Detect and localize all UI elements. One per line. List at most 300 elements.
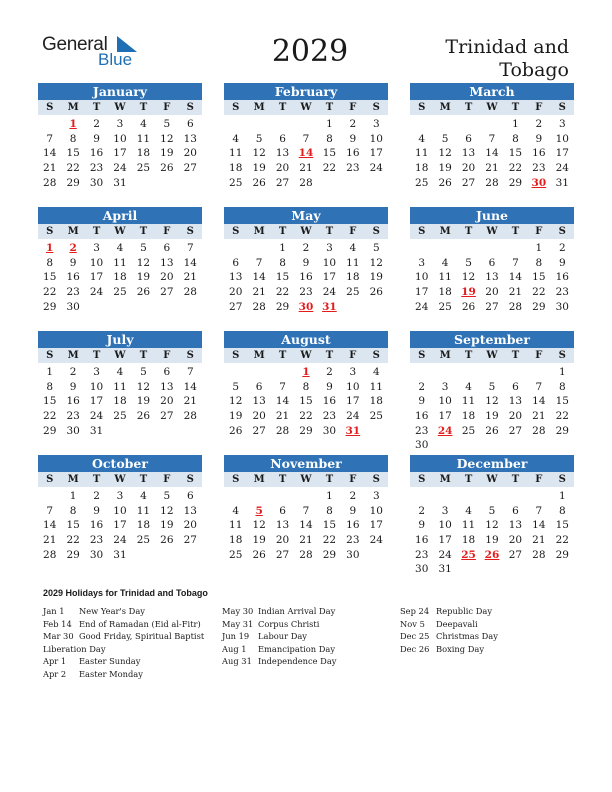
day-cell: 20 — [275, 162, 290, 175]
day-cell: 20 — [508, 410, 523, 423]
day-cell: 1 — [279, 242, 286, 254]
month-december — [410, 455, 574, 577]
empty-cell — [480, 365, 503, 380]
day-cell: 17 — [369, 147, 383, 160]
day-grid — [224, 117, 388, 190]
empty-cell — [504, 365, 527, 380]
day-grid — [38, 117, 202, 190]
day-cell: 24 — [369, 162, 383, 175]
day-cell: 27 — [461, 176, 476, 189]
day-cell: 20 — [160, 271, 174, 284]
weekday-label: T — [139, 474, 148, 485]
day-cell: 13 — [252, 395, 266, 408]
holiday-column — [400, 605, 498, 655]
day-cell: 7 — [46, 132, 54, 145]
day-cell: 11 — [229, 519, 243, 532]
day-cell: 12 — [461, 271, 476, 284]
holiday-name: Emancipation Day — [258, 643, 336, 654]
month-november — [224, 455, 388, 562]
day-cell: 9 — [302, 256, 310, 269]
day-cell: 14 — [252, 271, 266, 284]
day-cell: 19 — [369, 271, 383, 284]
day-cell: 11 — [415, 147, 429, 160]
weekday-label: F — [535, 474, 543, 485]
day-cell: 21 — [252, 286, 266, 299]
holiday-date: Dec 26 — [400, 643, 430, 654]
weekday-label: T — [139, 350, 148, 361]
day-cell: 22 — [508, 162, 523, 175]
day-cell: 17 — [438, 410, 452, 423]
day-cell: 18 — [229, 534, 243, 547]
day-cell: 28 — [183, 410, 197, 423]
day-cell: 21 — [485, 162, 499, 175]
day-cell: 23 — [322, 410, 337, 423]
weekday-label: F — [163, 226, 171, 237]
day-cell: 30 — [322, 424, 337, 437]
day-cell: 6 — [232, 256, 240, 269]
day-cell: 12 — [160, 132, 174, 145]
day-cell: 14 — [532, 395, 546, 408]
holiday-date: Dec 25 — [400, 631, 430, 641]
holiday-day-cell: 2 — [69, 242, 77, 254]
day-cell: 28 — [532, 548, 546, 561]
day-cell: 28 — [183, 286, 197, 299]
holiday-item — [43, 605, 204, 618]
day-grid — [410, 241, 574, 314]
day-cell: 8 — [558, 380, 566, 393]
holiday-name: Independence Day — [258, 656, 337, 666]
holiday-item — [400, 643, 498, 656]
day-cell: 13 — [229, 271, 243, 284]
day-cell: 5 — [372, 242, 380, 254]
day-cell: 28 — [43, 548, 57, 561]
holiday-name: Corpus Christi — [258, 618, 320, 629]
weekday-label: M — [67, 350, 79, 361]
day-cell: 3 — [441, 380, 449, 393]
empty-cell — [247, 489, 270, 504]
month-header: December — [410, 455, 574, 472]
holiday-day-cell: 5 — [255, 504, 263, 517]
day-cell: 17 — [415, 286, 429, 299]
day-cell: 26 — [461, 300, 476, 313]
day-cell: 4 — [372, 366, 380, 378]
day-cell: 7 — [186, 242, 194, 254]
day-cell: 16 — [532, 147, 546, 160]
empty-cell — [457, 241, 480, 256]
weekday-label: S — [186, 350, 194, 361]
day-cell: 30 — [89, 548, 104, 561]
empty-cell — [247, 365, 270, 380]
day-cell: 20 — [275, 534, 290, 547]
holiday-day-cell: 30 — [531, 176, 547, 189]
month-may — [224, 207, 388, 314]
month-august — [224, 331, 388, 438]
day-cell: 18 — [136, 519, 151, 532]
day-cell: 13 — [461, 147, 476, 160]
day-cell: 5 — [488, 504, 496, 517]
day-cell: 10 — [89, 380, 104, 393]
day-cell: 17 — [555, 147, 569, 160]
day-cell: 5 — [163, 118, 171, 130]
day-cell: 3 — [441, 504, 449, 517]
holiday-name: Indian Arrival Day — [258, 606, 336, 616]
day-cell: 31 — [438, 563, 452, 576]
day-cell: 29 — [43, 424, 57, 437]
day-cell: 8 — [279, 256, 286, 269]
weekday-label: W — [486, 350, 498, 361]
day-cell: 19 — [485, 534, 499, 547]
day-cell: 18 — [346, 271, 360, 284]
day-cell: 16 — [555, 271, 569, 284]
weekday-label: T — [325, 474, 334, 485]
day-cell: 28 — [508, 300, 523, 313]
holiday-day-cell: 1 — [46, 242, 54, 254]
day-cell: 21 — [508, 286, 523, 299]
holiday-name: Easter Sunday — [79, 656, 141, 666]
day-cell: 18 — [113, 395, 127, 408]
day-cell: 25 — [369, 410, 383, 423]
holiday-date: May 31 — [222, 618, 254, 629]
day-grid — [224, 241, 388, 314]
day-cell: 16 — [415, 534, 429, 547]
weekday-label: W — [300, 102, 312, 113]
day-cell: 14 — [43, 147, 57, 160]
empty-cell — [480, 489, 503, 504]
weekday-label: T — [278, 474, 287, 485]
empty-cell — [271, 117, 294, 132]
day-cell: 16 — [346, 519, 360, 532]
day-cell: 25 — [346, 286, 360, 299]
weekday-label: M — [253, 102, 265, 113]
day-cell: 2 — [418, 504, 426, 517]
day-cell: 22 — [555, 534, 569, 547]
holiday-day-cell: 14 — [298, 147, 314, 160]
weekday-label: T — [325, 350, 334, 361]
day-cell: 14 — [183, 380, 197, 393]
weekday-label: W — [300, 474, 312, 485]
weekday-label: T — [92, 474, 101, 485]
weekday-label: T — [92, 350, 101, 361]
empty-cell — [480, 117, 503, 132]
day-cell: 10 — [415, 271, 429, 284]
holiday-name: Boxing Day — [436, 643, 485, 654]
day-cell: 10 — [438, 395, 452, 408]
day-cell: 15 — [66, 519, 80, 532]
day-cell: 14 — [275, 395, 290, 408]
day-cell: 11 — [136, 504, 151, 517]
day-cell: 2 — [418, 380, 426, 393]
day-cell: 5 — [232, 380, 240, 393]
holiday-name: Deepavali — [436, 618, 478, 629]
month-october — [38, 455, 202, 562]
weekday-label: S — [372, 474, 380, 485]
day-cell: 29 — [555, 548, 569, 561]
day-cell: 2 — [349, 118, 357, 130]
weekday-header-row — [410, 348, 574, 363]
day-cell: 14 — [183, 256, 197, 269]
empty-cell — [410, 365, 433, 380]
day-cell: 18 — [113, 271, 127, 284]
day-cell: 1 — [69, 490, 77, 502]
weekday-label: M — [439, 474, 451, 485]
weekday-label: S — [46, 350, 54, 361]
holiday-name: New Year's Day — [79, 606, 145, 616]
day-cell: 19 — [229, 410, 243, 423]
holiday-day-cell: 31 — [322, 300, 337, 313]
day-cell: 25 — [229, 176, 243, 189]
day-cell: 27 — [160, 286, 174, 299]
day-grid — [224, 489, 388, 562]
holiday-day-cell: 19 — [461, 286, 476, 299]
day-cell: 17 — [89, 395, 104, 408]
day-cell: 8 — [69, 132, 77, 145]
day-cell: 14 — [43, 519, 57, 532]
day-cell: 21 — [299, 534, 313, 547]
weekday-label: S — [232, 226, 240, 237]
day-cell: 26 — [252, 176, 266, 189]
day-cell: 6 — [186, 118, 194, 130]
weekday-label: T — [139, 226, 148, 237]
day-cell: 21 — [275, 410, 290, 423]
empty-cell — [294, 117, 317, 132]
day-cell: 28 — [275, 424, 290, 437]
day-cell: 25 — [113, 410, 127, 423]
day-cell: 29 — [299, 424, 313, 437]
day-cell: 16 — [89, 147, 104, 160]
day-cell: 6 — [186, 490, 194, 502]
holiday-date: Jun 19 — [222, 631, 250, 641]
day-cell: 22 — [322, 534, 337, 547]
empty-cell — [410, 117, 433, 132]
holiday-date: Aug 1 — [222, 643, 247, 654]
month-june — [410, 207, 574, 314]
day-cell: 14 — [485, 147, 499, 160]
day-cell: 30 — [415, 563, 429, 576]
day-cell: 3 — [372, 490, 380, 502]
empty-cell — [504, 241, 527, 256]
holiday-item — [43, 643, 204, 656]
day-cell: 2 — [93, 118, 100, 130]
day-cell: 8 — [46, 380, 54, 393]
day-cell: 24 — [113, 162, 127, 175]
day-cell: 10 — [89, 256, 104, 269]
empty-cell — [527, 365, 550, 380]
day-cell: 25 — [415, 176, 429, 189]
empty-cell — [433, 241, 456, 256]
month-header: July — [38, 331, 202, 348]
day-cell: 10 — [555, 132, 569, 145]
day-cell: 19 — [136, 271, 151, 284]
day-cell: 23 — [555, 286, 569, 299]
holiday-day-cell: 31 — [345, 424, 361, 437]
day-cell: 25 — [136, 534, 151, 547]
day-cell: 8 — [558, 504, 566, 517]
day-cell: 14 — [508, 271, 523, 284]
day-cell: 1 — [46, 366, 54, 378]
weekday-header-row — [38, 348, 202, 363]
day-cell: 18 — [438, 286, 452, 299]
weekday-label: M — [439, 226, 451, 237]
holiday-date: Nov 5 — [400, 618, 425, 629]
weekday-label: W — [114, 226, 126, 237]
day-cell: 1 — [326, 118, 333, 130]
day-cell: 9 — [93, 132, 100, 145]
logo — [42, 34, 142, 74]
day-cell: 3 — [418, 256, 426, 269]
day-cell: 19 — [485, 410, 499, 423]
holiday-item — [222, 618, 336, 631]
day-cell: 2 — [535, 118, 543, 130]
day-cell: 8 — [326, 132, 333, 145]
day-cell: 9 — [349, 132, 357, 145]
day-cell: 22 — [555, 410, 569, 423]
weekday-label: T — [511, 350, 520, 361]
holiday-name: Liberation Day — [43, 643, 106, 654]
weekday-label: T — [278, 226, 287, 237]
day-cell: 3 — [93, 366, 100, 378]
day-cell: 13 — [275, 147, 290, 160]
empty-cell — [410, 241, 433, 256]
day-cell: 3 — [116, 490, 124, 502]
day-cell: 29 — [555, 424, 569, 437]
day-cell: 11 — [113, 256, 127, 269]
weekday-label: M — [253, 226, 265, 237]
day-cell: 15 — [508, 147, 523, 160]
weekday-label: S — [558, 102, 566, 113]
day-cell: 29 — [508, 176, 523, 189]
day-grid — [410, 117, 574, 190]
day-cell: 15 — [299, 395, 313, 408]
day-cell: 13 — [508, 395, 523, 408]
day-cell: 1 — [558, 366, 566, 378]
weekday-label: T — [464, 474, 473, 485]
day-cell: 14 — [532, 519, 546, 532]
day-cell: 18 — [369, 395, 383, 408]
weekday-label: S — [418, 102, 426, 113]
day-cell: 3 — [116, 118, 124, 130]
day-cell: 10 — [113, 504, 127, 517]
day-cell: 12 — [252, 147, 266, 160]
day-cell: 8 — [46, 256, 54, 269]
day-cell: 11 — [369, 380, 383, 393]
day-cell: 4 — [140, 490, 147, 502]
day-cell: 1 — [535, 242, 543, 254]
day-cell: 4 — [232, 132, 240, 145]
day-cell: 23 — [532, 162, 546, 175]
weekday-label: T — [92, 226, 101, 237]
day-cell: 18 — [461, 410, 476, 423]
weekday-label: F — [163, 350, 171, 361]
day-cell: 17 — [438, 534, 452, 547]
day-cell: 30 — [89, 176, 104, 189]
day-cell: 26 — [485, 424, 499, 437]
day-cell: 5 — [465, 256, 472, 269]
day-cell: 5 — [488, 380, 496, 393]
holiday-date: Feb 14 — [43, 618, 72, 629]
weekday-header-row — [38, 100, 202, 115]
logo-blue-text: Blue — [98, 50, 133, 69]
weekday-label: W — [300, 350, 312, 361]
day-cell: 22 — [43, 286, 57, 299]
day-cell: 30 — [346, 548, 360, 561]
month-january — [38, 83, 202, 190]
day-cell: 30 — [66, 424, 80, 437]
day-cell: 10 — [322, 256, 337, 269]
empty-cell — [410, 489, 433, 504]
holiday-date: Sep 24 — [400, 606, 430, 616]
day-cell: 11 — [229, 147, 243, 160]
weekday-label: T — [278, 350, 287, 361]
day-cell: 22 — [532, 286, 546, 299]
weekday-label: M — [67, 474, 79, 485]
holiday-day-cell: 1 — [69, 118, 77, 130]
day-cell: 24 — [555, 162, 569, 175]
holiday-item — [43, 630, 204, 643]
day-cell: 3 — [558, 118, 566, 130]
month-header: June — [410, 207, 574, 224]
empty-cell — [457, 489, 480, 504]
day-cell: 15 — [555, 395, 569, 408]
day-cell: 15 — [66, 147, 80, 160]
day-cell: 20 — [160, 395, 174, 408]
day-cell: 11 — [461, 395, 476, 408]
holidays-title: 2029 Holidays for Trinidad and Tobago — [43, 588, 208, 598]
day-cell: 27 — [275, 548, 290, 561]
day-cell: 1 — [558, 490, 566, 502]
day-cell: 27 — [508, 548, 523, 561]
day-cell: 26 — [229, 424, 243, 437]
day-cell: 17 — [322, 271, 337, 284]
day-cell: 17 — [113, 147, 127, 160]
weekday-label: T — [511, 102, 520, 113]
day-cell: 24 — [322, 286, 337, 299]
day-cell: 12 — [252, 519, 266, 532]
day-cell: 12 — [136, 256, 151, 269]
day-cell: 26 — [136, 410, 151, 423]
day-cell: 5 — [441, 132, 449, 145]
weekday-label: T — [278, 102, 287, 113]
day-cell: 5 — [255, 132, 263, 145]
day-cell: 23 — [415, 424, 429, 437]
day-cell: 4 — [140, 118, 147, 130]
weekday-label: S — [46, 226, 54, 237]
empty-cell — [433, 365, 456, 380]
day-cell: 27 — [275, 176, 290, 189]
empty-cell — [457, 117, 480, 132]
weekday-label: W — [486, 226, 498, 237]
holiday-day-cell: 30 — [298, 300, 314, 313]
empty-cell — [224, 241, 247, 256]
month-header: March — [410, 83, 574, 100]
weekday-label: F — [535, 350, 543, 361]
day-cell: 8 — [302, 380, 310, 393]
day-cell: 5 — [140, 366, 147, 378]
day-cell: 21 — [43, 534, 57, 547]
day-cell: 12 — [485, 395, 499, 408]
day-cell: 20 — [183, 147, 197, 160]
holiday-date: Apr 2 — [43, 668, 67, 679]
day-cell: 12 — [438, 147, 452, 160]
day-cell: 13 — [160, 380, 174, 393]
day-cell: 6 — [279, 504, 286, 517]
day-cell: 13 — [183, 132, 197, 145]
day-cell: 7 — [535, 380, 543, 393]
weekday-header-row — [410, 100, 574, 115]
day-cell: 31 — [555, 176, 569, 189]
day-cell: 2 — [302, 242, 310, 254]
day-cell: 1 — [512, 118, 519, 130]
empty-cell — [224, 365, 247, 380]
